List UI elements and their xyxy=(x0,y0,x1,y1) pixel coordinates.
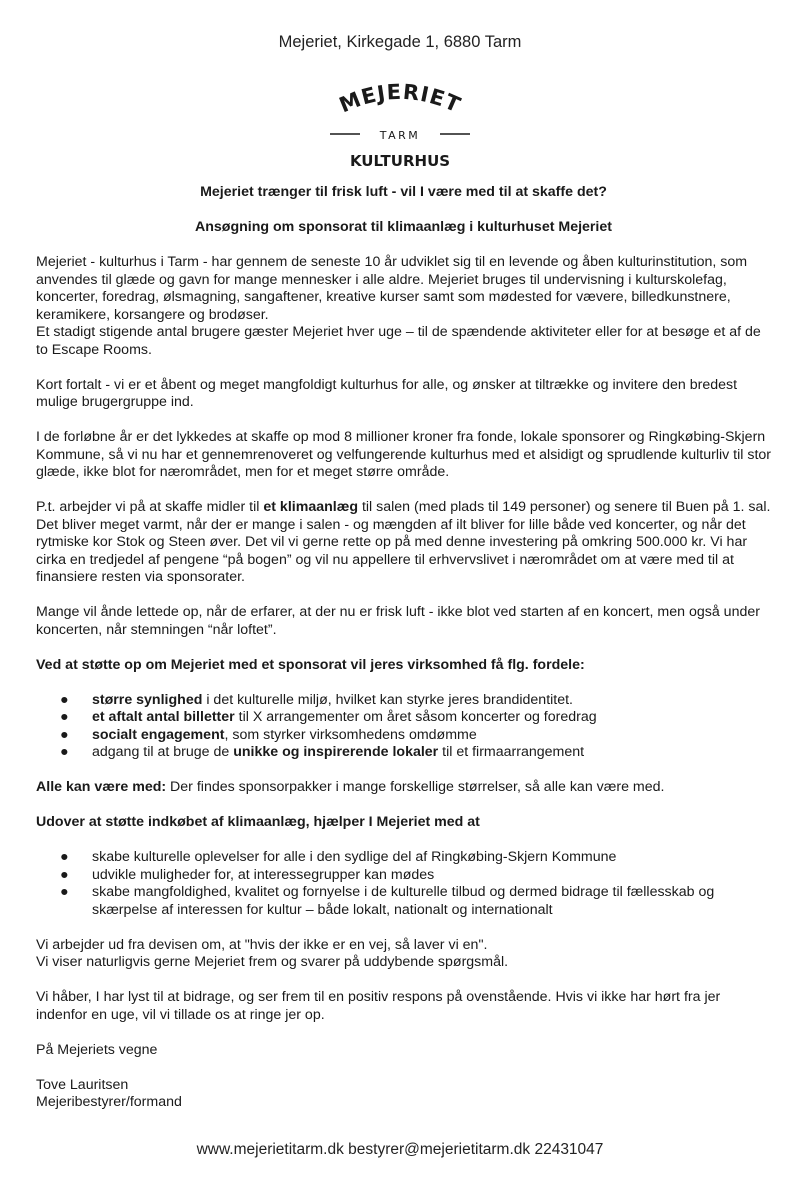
summary-paragraph: Kort fortalt - vi er et åbent og meget mangfoldigt kulturhus for alle, og ønsker at tiltrække og invitere den bredest mulige brugergruppe ind. xyxy=(36,376,738,410)
motto-line: Vi arbejder ud fra devisen om, at "hvis der ikke er en vej, så laver vi en". xyxy=(36,936,488,953)
phone-number: 22431047 xyxy=(534,1141,604,1158)
project-paragraph: P.t. arbejder vi på at skaffe midler til et klimaanlæg til salen (med plads til 149 personer) og senere til Buen på 1. sal. Det bliver meget varmt, når der er mange i salen - og mængden af ilt bliver for lille både ved koncerter, og når det rytmiske kor Stok og Steen øver. Det vil vi gerne rette op på med denne investering på omkring 500.000 kr. Vi har cirka en tredjedel af pengene “på bogen” og vil nu appellere til erhvervslivet i nærområdet om at være med til at finansiere resten via sponsorater. xyxy=(36,499,771,585)
funding-paragraph: I de forløbne år er det lykkedes at skaffe op mod 8 millioner kroner fra fonde, lokale sponsorer og Ringkøbing-Skjern Kommune, så vi nu har et gennemrenoveret og velfungerende kulturhus med et alsidigt og sprudlende kulturliv til stor glæde, ikke blot for nærområdet, men for et meget større område. xyxy=(36,429,772,480)
letter-body xyxy=(36,184,771,1112)
signer-name: Tove Lauritsen xyxy=(36,1076,129,1093)
footer-contact xyxy=(0,1141,800,1159)
relief-paragraph: Mange vil ånde lettede op, når de erfarer, at der nu er frisk luft - ikke blot ved starten af en koncert, men også under koncerten, når stemningen “når loftet”. xyxy=(36,604,760,638)
list-item: ● større synlighed i det kulturelle miljø, hvilket kan styrke jeres brandidentitet. xyxy=(60,691,573,708)
letter-title: Mejeriet trænger til frisk luft - vil I være med til at skaffe det? xyxy=(200,184,607,200)
intro-paragraph-2: Et stadigt stigende antal brugere gæster Mejeriet hver uge – til de spændende aktiviteter eller for at besøge et af de to Escape Rooms. xyxy=(36,324,761,358)
bullet-icon: ● xyxy=(60,744,69,760)
logo-name: MEJERIET xyxy=(335,82,465,118)
bullet-icon: ● xyxy=(60,691,69,708)
list-item: ● skabe mangfoldighed, kvalitet og fornyelse i de kulturelle tilbud og dermed bidrage til fællesskab og skærpelse af interessen for kultur – både lokalt, nationalt og internationalt xyxy=(60,884,715,918)
intro-paragraph: Mejeriet - kulturhus i Tarm - har gennem de seneste 10 år udviklet sig til en levende og åben kulturinstitution, som anvendes til glæde og gavn for mange mennesker i alle aldre. Mejeriet bruges til undervisning i kulturskolefag, koncerter, foredrag, ølsmagning, sangaftener, kreative kurser samt som mødested for vævere, billedkunstnere, keramikere, korsangere og brodøser. xyxy=(36,254,748,323)
sender-address: Mejeriet, Kirkegade 1, 6880 Tarm xyxy=(278,33,522,51)
help-heading: Udover at støtte indkøbet af klimaanlæg, hjælper I Mejeriet med at xyxy=(36,814,480,830)
svg-text:MEJERIET xyxy=(336,82,465,118)
help-list xyxy=(36,849,771,919)
benefits-heading: Ved at støtte op om Mejeriet med et sponsorat vil jeres virksomhed få flg. fordele: xyxy=(36,656,585,673)
show-line: Vi viser naturligvis gerne Mejeriet frem og svarer på uddybende spørgsmål. xyxy=(36,954,509,970)
signoff: På Mejeriets vegne xyxy=(36,1041,158,1058)
logo-subtitle: KULTURHUS xyxy=(349,152,451,170)
bullet-icon: ● xyxy=(60,726,69,743)
logo-place: TARM xyxy=(379,129,421,142)
signer-title: Mejeribestyrer/formand xyxy=(36,1094,182,1110)
bullet-icon: ● xyxy=(60,849,69,865)
everyone-paragraph: Alle kan være med: Der findes sponsorpakker i mange forskellige størrelser, så alle kan være med. xyxy=(36,779,665,795)
mejeriet-logo xyxy=(320,82,480,172)
website-link[interactable]: www.mejerietitarm.dk xyxy=(196,1141,344,1158)
highlight-climate-unit: et klimaanlæg xyxy=(263,499,358,515)
letter-subtitle: Ansøgning om sponsorat til klimaanlæg i kulturhuset Mejeriet xyxy=(194,219,612,235)
list-item: ● adgang til at bruge de unikke og inspirerende lokaler til et firmaarrangement xyxy=(60,744,585,760)
bullet-icon: ● xyxy=(60,709,69,725)
benefits-list xyxy=(36,692,771,762)
list-item: ● et aftalt antal billetter til X arrangementer om året såsom koncerter og foredrag xyxy=(60,709,597,725)
bullet-icon: ● xyxy=(60,884,69,900)
list-item: ● skabe kulturelle oplevelser for alle i den sydlige del af Ringkøbing-Skjern Kommune xyxy=(60,849,617,865)
closing-paragraph: Vi håber, I har lyst til at bidrage, og ser frem til en positiv respons på ovenstående. Hvis vi ikke har hørt fra jer indenfor en uge, vil vi tillade os at ringe jer op. xyxy=(36,989,721,1023)
bullet-icon: ● xyxy=(60,866,69,883)
email-link[interactable]: bestyrer@mejerietitarm.dk xyxy=(348,1141,531,1158)
list-item: ● udvikle muligheder for, at interessegrupper kan mødes xyxy=(60,866,435,883)
list-item: ● socialt engagement, som styrker virksomhedens omdømme xyxy=(60,726,477,743)
